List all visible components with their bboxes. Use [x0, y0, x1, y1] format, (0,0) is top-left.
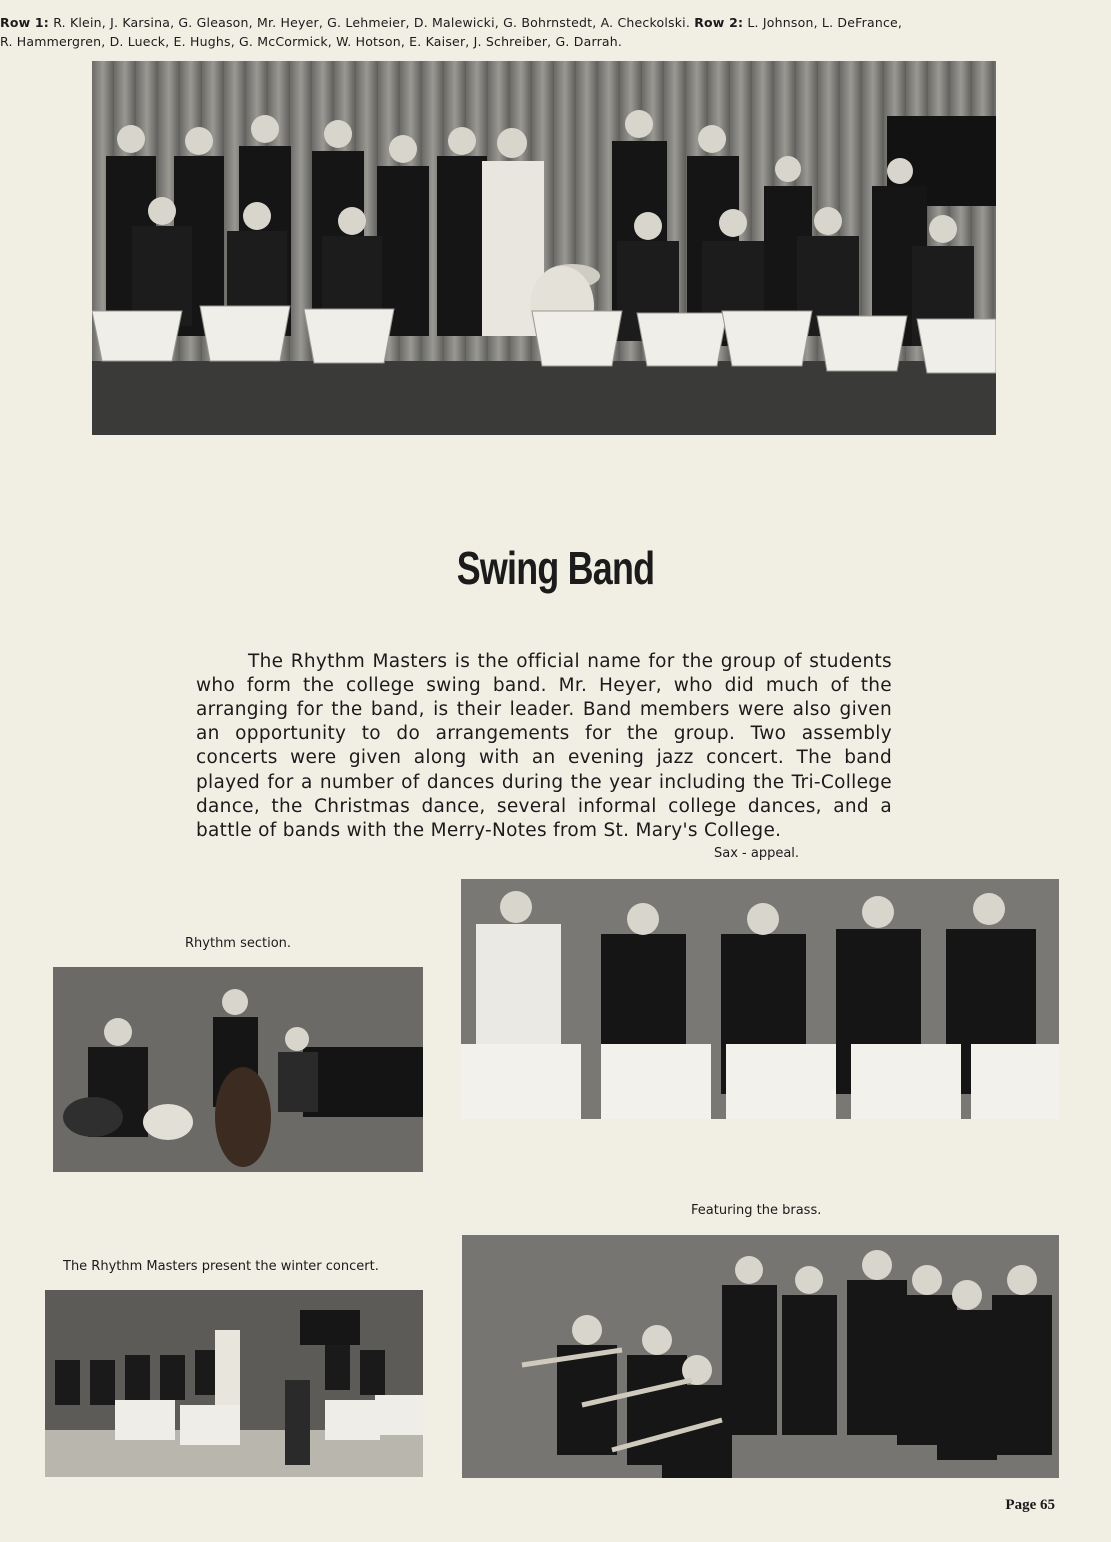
concert-caption: The Rhythm Masters present the winter concert. — [63, 1258, 379, 1274]
page-number: Page 65 — [1005, 1496, 1055, 1513]
brass-caption: Featuring the brass. — [691, 1202, 822, 1218]
page-title: Swing Band — [456, 541, 655, 594]
brass-photo — [462, 1235, 1059, 1478]
row1-names: R. Klein, J. Karsina, G. Gleason, Mr. Heyer, G. Lehmeier, D. Malewicki, G. Bohrnstedt, A. Checkolski. — [53, 14, 690, 30]
row2-label: Row 2: — [694, 14, 744, 30]
rhythm-caption: Rhythm section. — [185, 935, 292, 951]
article-body: The Rhythm Masters is the official name for the group of students who form the college swing band. Mr. Heyer, who did much of the arranging for the band, is their leader. Band members were also given an opportunity to do arrangements for the group. Two assembly concerts were given along with an evening jazz concert. The band played for a number of dances during the year including the Tri-College dance, the Christmas dance, several informal college dances, and a battle of bands with the Merry-Notes from St. Mary's College. — [196, 650, 892, 841]
band-group-photo — [92, 61, 996, 435]
row2-names: L. Johnson, L. DeFrance, R. Hammergren, D. Lueck, E. Hughs, G. McCormick, W. Hotson, E. Kaiser, J. Schreiber, G. Darrah. — [0, 14, 903, 49]
concert-photo — [45, 1290, 423, 1477]
sax-caption: Sax - appeal. — [714, 845, 800, 861]
sax-photo — [461, 879, 1059, 1119]
row1-label: Row 1: — [0, 14, 50, 30]
rhythm-photo — [53, 967, 423, 1172]
group-photo-caption — [0, 13, 904, 51]
